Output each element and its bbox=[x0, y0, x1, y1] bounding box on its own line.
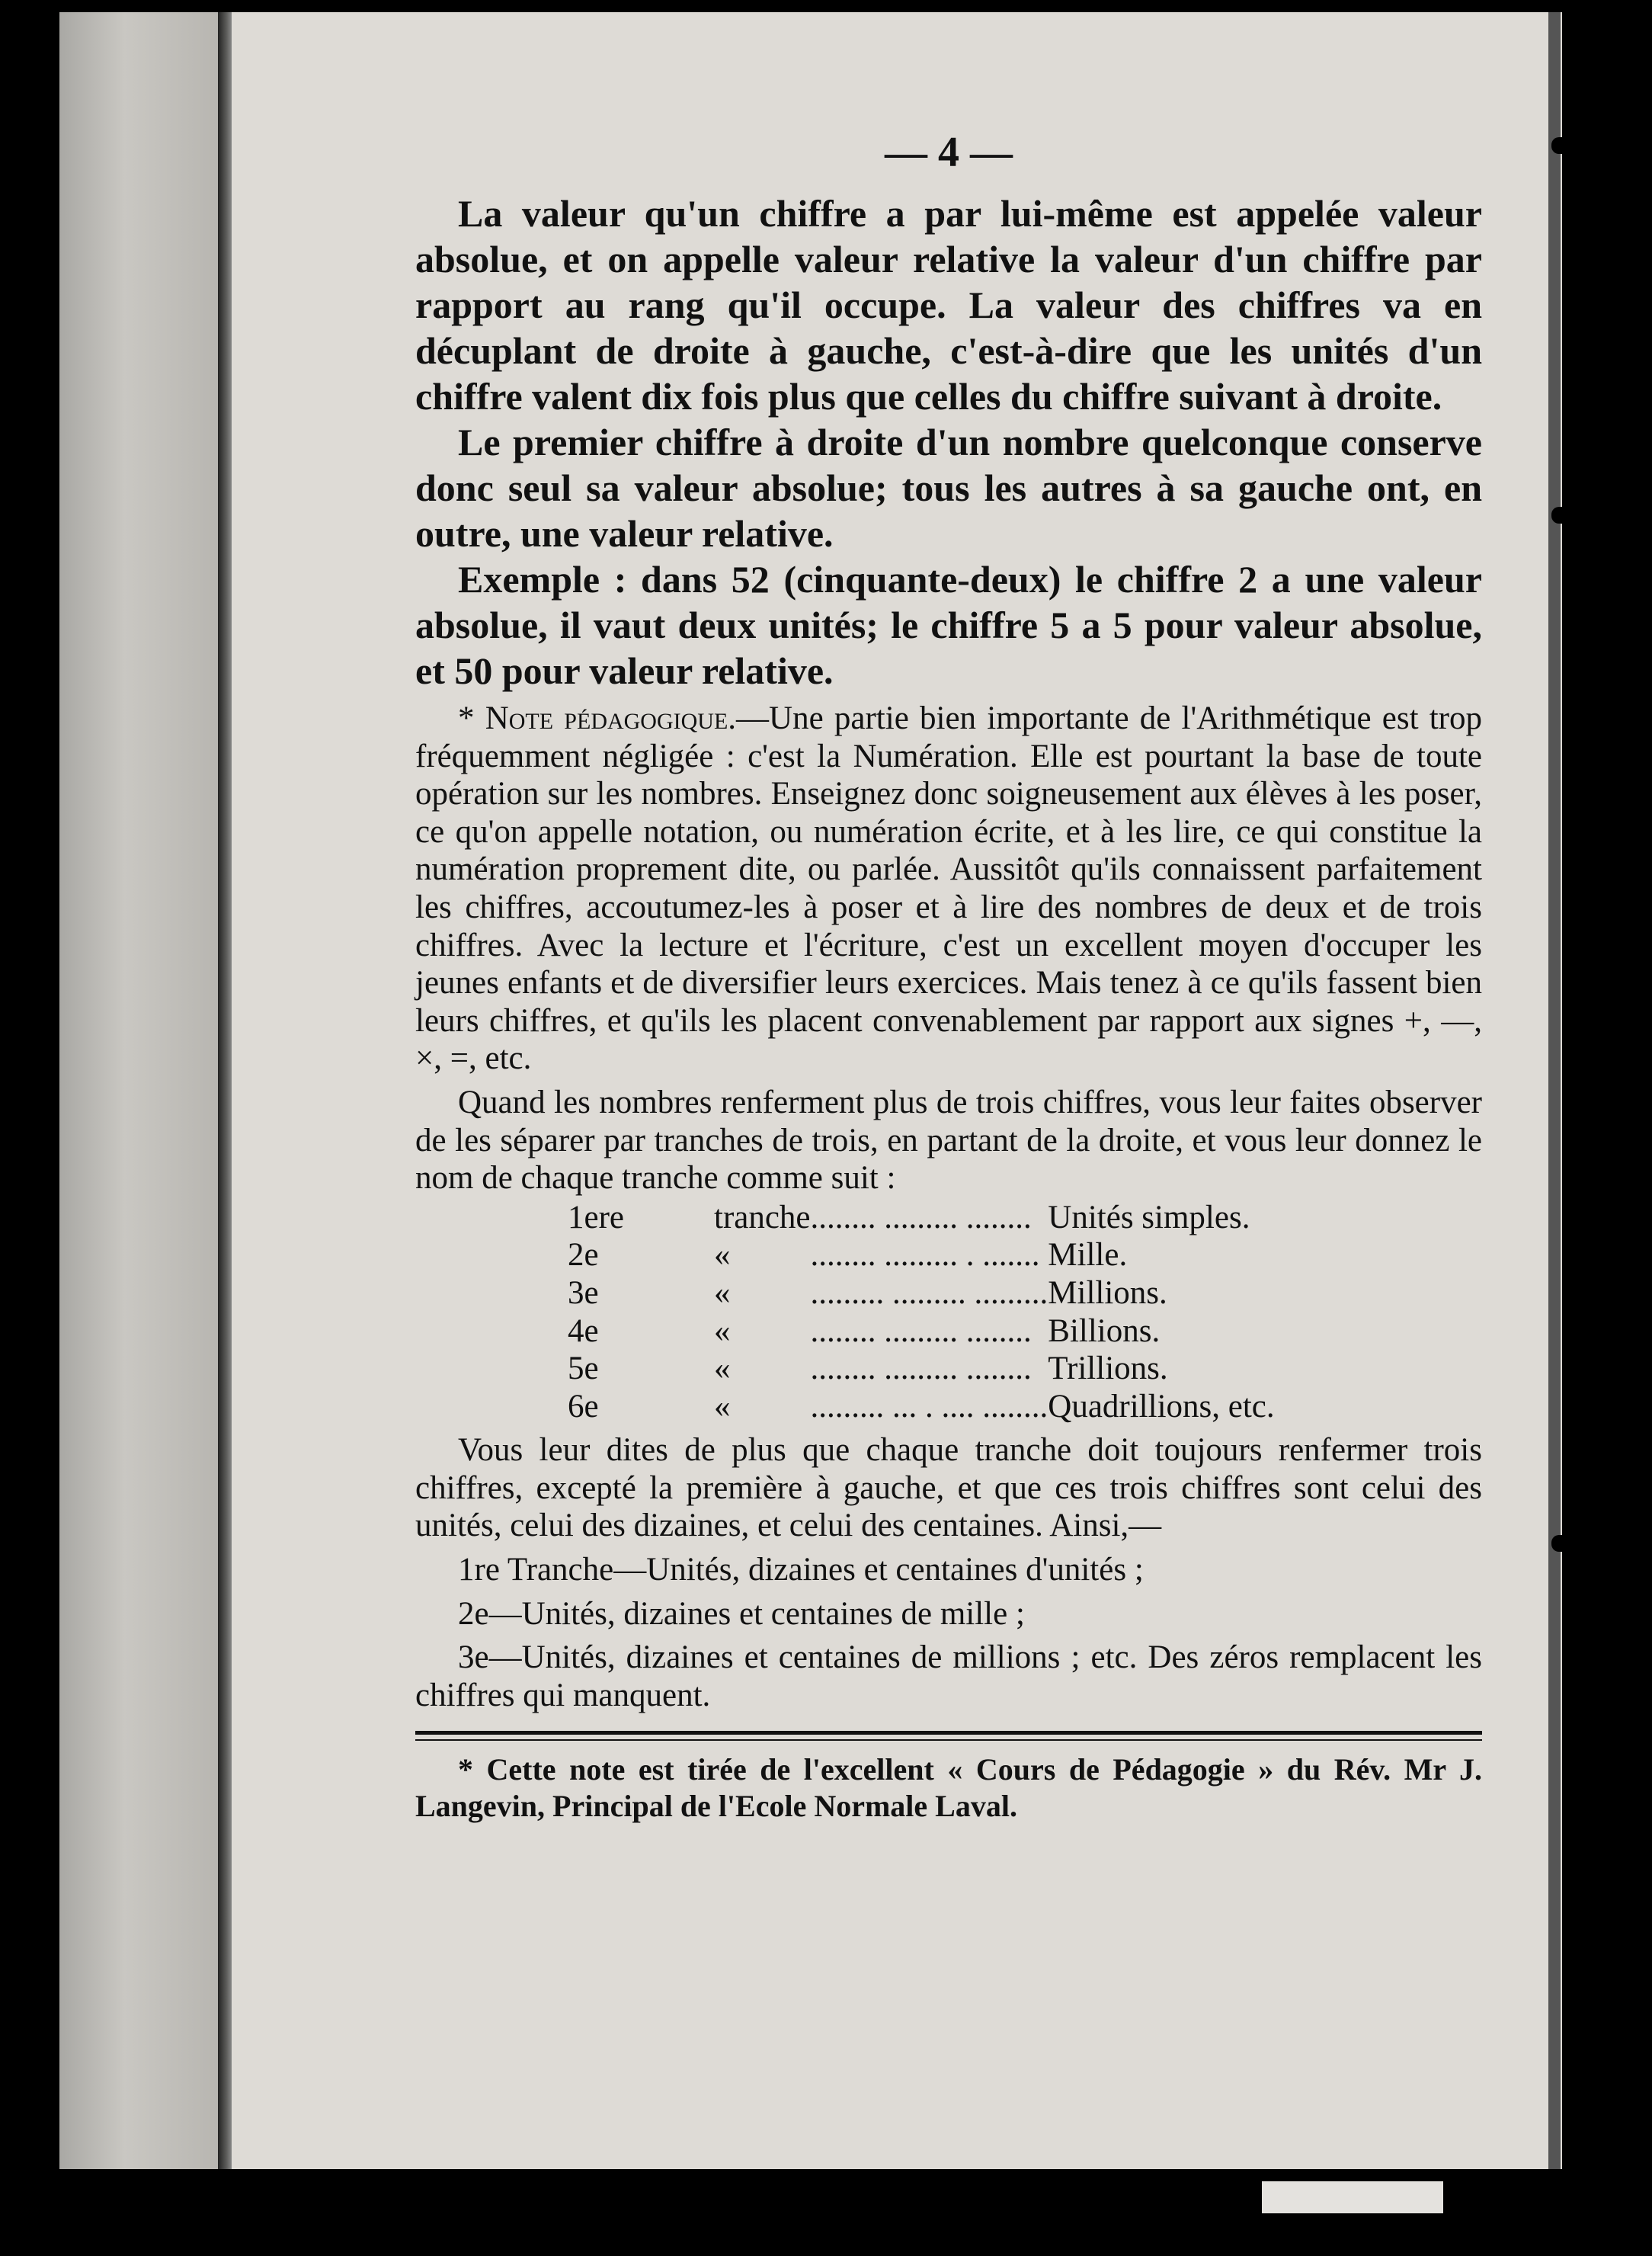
after-tranches-paragraph: Vous leur dites de plus que chaque tranche doit toujours renfermer trois chiffres, excepté la première à gauche, et que ces trois chiffres sont celui des unités, celui des dizaines, et celui des centaines. Ainsi,— bbox=[415, 1432, 1482, 1544]
left-margin-strip bbox=[59, 12, 223, 2169]
tranche-name: Trillions. bbox=[1048, 1351, 1168, 1387]
tranche-ordinal: 5e bbox=[568, 1351, 599, 1387]
tranche-ordinal: 6e bbox=[568, 1388, 599, 1424]
binding-edge bbox=[1562, 0, 1602, 2256]
list-item: 2e—Unités, dizaines et centaines de mille ; bbox=[458, 1595, 1025, 1632]
list-item: 3e—Unités, dizaines et centaines de millions ; etc. Des zéros remplacent les chiffres qui manquent. bbox=[415, 1639, 1482, 1713]
tranche-label: « bbox=[714, 1274, 731, 1311]
table-row bbox=[415, 1199, 1275, 1237]
binding-stitch bbox=[1551, 507, 1590, 524]
tranche-table bbox=[415, 1199, 1275, 1426]
fold-line bbox=[218, 12, 232, 2169]
list-item: 1re Tranche—Unités, dizaines et centaines d'unités ; bbox=[458, 1552, 1144, 1588]
binding-stitch bbox=[1551, 137, 1590, 154]
paragraph: La valeur qu'un chiffre a par lui-même est appelée valeur absolue, et on appelle valeur relative la valeur d'un chiffre par rapport au rang qu'il occupe. La valeur des chiffres va en décuplant de droite à gauche, c'est-à-dire que les unités d'un chiffre valent dix fois plus que celles du chiffre suivant à droite. bbox=[415, 192, 1482, 418]
paragraph: Le premier chiffre à droite d'un nombre quelconque conserve donc seul sa valeur absolue; tous les autres à sa gauche ont, en outre, une valeur relative. bbox=[415, 421, 1482, 555]
binding-strip bbox=[1548, 12, 1561, 2169]
table-row bbox=[415, 1312, 1275, 1351]
tranche-ordinal: 1ere bbox=[568, 1199, 624, 1235]
tranche-label: « bbox=[714, 1351, 731, 1387]
tranche-ordinal: 2e bbox=[568, 1237, 599, 1274]
paragraph: Exemple : dans 52 (cinquante-deux) le chiffre 2 a une valeur absolue, il vaut deux unités; le chiffre 5 a 5 pour valeur absolue, et 50 pour valeur relative. bbox=[415, 558, 1482, 692]
tranche-name: Quadrillions, etc. bbox=[1048, 1388, 1275, 1424]
tranche-leader: ........ ......... ........ bbox=[810, 1199, 1032, 1235]
tranche-leader: ......... ......... ......... bbox=[810, 1274, 1049, 1311]
tranche-name: Unités simples. bbox=[1048, 1199, 1250, 1235]
footnote: * Cette note est tirée de l'excellent « Cours de Pédagogie » du Rév. Mr J. Langevin, Principal de l'Ecole Normale Laval. bbox=[415, 1752, 1482, 1824]
note-paragraph: Quand les nombres renferment plus de trois chiffres, vous leur faites observer de les séparer par tranches de trois, en partant de la droite, et vous leur donnez le nom de chaque tranche comme suit : bbox=[415, 1084, 1482, 1197]
note-text: —Une partie bien importante de l'Arithmétique est trop fréquemment négligée : c'est la Numération. Elle est pourtant la base de toute opération sur les nombres. Enseignez donc soigneusement aux élèves à les poser, ce qu'on appelle notation, ou numération écrite, et à les lire, ce qui constitue la numération proprement dite, ou parlée. Aussitôt qu'ils connaissent parfaitement les chiffres, accoutumez-les à poser et à lire des nombres de deux et de trois chiffres. Avec la lecture et l'écriture, c'est un excellent moyen d'occuper les jeunes enfants et de diversifier leurs exercices. Mais tenez à ce qu'ils fassent bien leurs chiffres, et qu'ils les placent convenablement par rapport aux signes +, —, ×, =, etc. bbox=[415, 700, 1482, 1077]
table-row bbox=[415, 1236, 1275, 1274]
footnote-rule bbox=[415, 1731, 1482, 1735]
tranche-ordinal: 4e bbox=[568, 1312, 599, 1349]
tranche-ordinal: 3e bbox=[568, 1274, 599, 1311]
tranche-label: « bbox=[714, 1388, 731, 1424]
page-number: — 4 — bbox=[885, 129, 1013, 176]
tranche-leader: ........ ......... . ....... bbox=[810, 1237, 1040, 1274]
page-content bbox=[415, 130, 1482, 1825]
note-marker: * Note pédagogique. bbox=[458, 700, 737, 736]
tranche-name: Millions. bbox=[1048, 1274, 1167, 1311]
tranche-name: Mille. bbox=[1048, 1237, 1128, 1274]
tranche-label: « bbox=[714, 1237, 731, 1274]
table-row bbox=[415, 1350, 1275, 1388]
tranche-leader: ........ ......... ........ bbox=[810, 1312, 1032, 1349]
binding-stitch bbox=[1551, 1535, 1590, 1552]
table-row bbox=[415, 1274, 1275, 1312]
tranche-label: tranche bbox=[714, 1199, 811, 1235]
paper-tab bbox=[1262, 2181, 1443, 2213]
tranche-label: « bbox=[714, 1312, 731, 1349]
tranche-leader: ......... ... . .... ........ bbox=[810, 1388, 1049, 1424]
tranche-name: Billions. bbox=[1048, 1312, 1161, 1349]
tranche-leader: ........ ......... ........ bbox=[810, 1351, 1032, 1387]
pedagogical-note bbox=[415, 700, 1482, 1078]
footnote-rule-thin bbox=[415, 1739, 1482, 1741]
table-row bbox=[415, 1388, 1275, 1426]
